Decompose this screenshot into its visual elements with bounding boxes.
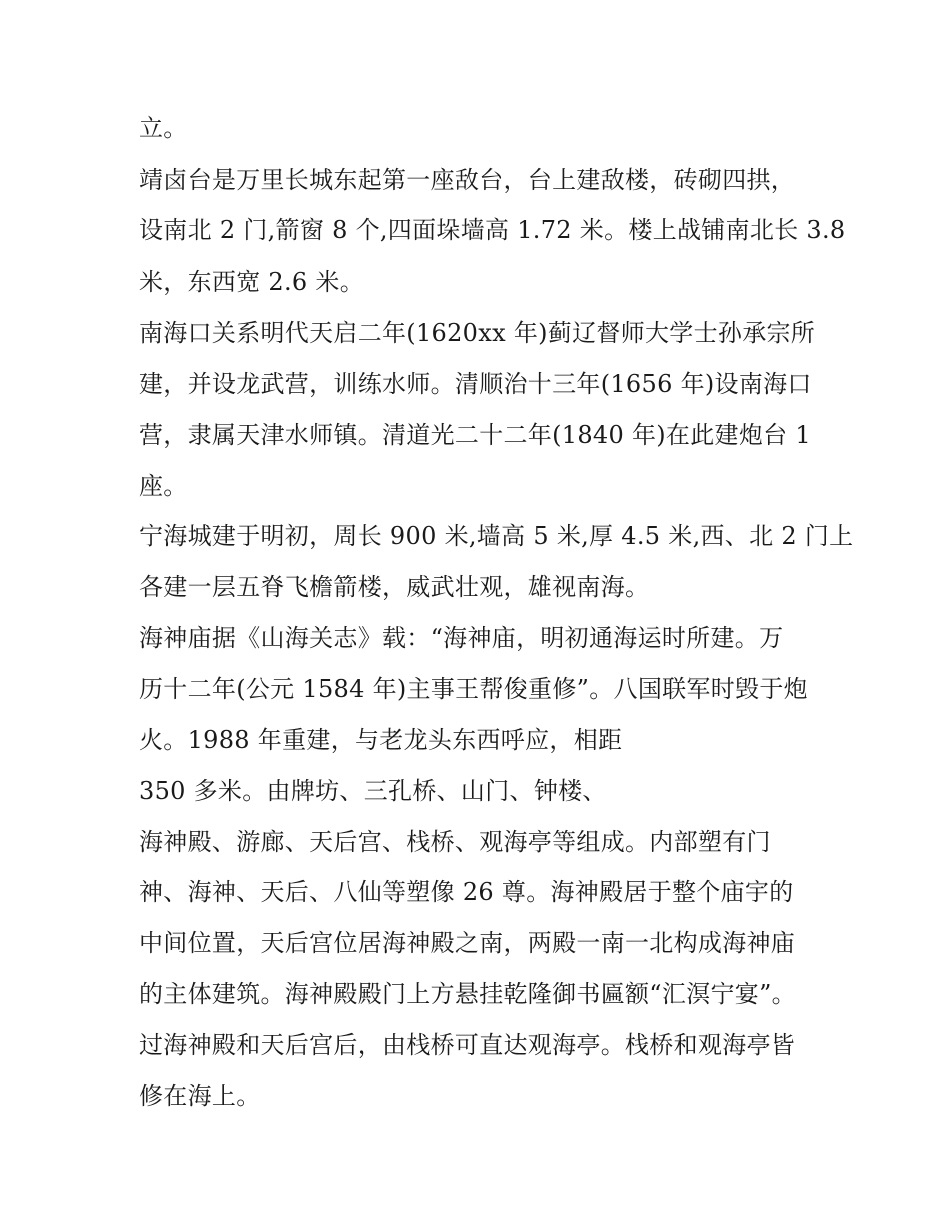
text-line: 营，隶属天津水师镇。清道光二十二年(1840 年)在此建炮台 1: [139, 421, 811, 449]
text-line: 350 多米。由牌坊、三孔桥、山门、钟楼、: [139, 777, 607, 805]
text-line: 过海神殿和天后宫后，由栈桥可直达观海亭。栈桥和观海亭皆: [139, 1031, 796, 1059]
text-line: 立。: [139, 114, 188, 142]
text-line: 海神庙据《山海关志》载：“海神庙，明初通海运时所建。万: [139, 624, 784, 652]
text-line: 米，东西宽 2.6 米。: [139, 268, 365, 296]
text-line: 历十二年(公元 1584 年)主事王帮俊重修”。八国联军时毁于炮: [139, 675, 808, 703]
text-line: 修在海上。: [139, 1082, 261, 1110]
text-line: 中间位置，天后宫位居海神殿之南，两殿一南一北构成海神庙: [139, 929, 796, 957]
text-line: 座。: [139, 472, 188, 500]
text-line: 的主体建筑。海神殿殿门上方悬挂乾隆御书匾额“汇溟宁宴”。: [139, 980, 796, 1008]
text-line: 火。1988 年重建，与老龙头东西呼应，相距: [139, 726, 623, 754]
text-line: 设南北 2 门,箭窗 8 个,四面垛墙高 1.72 米。楼上战铺南北长 3.8: [139, 216, 846, 244]
text-line: 各建一层五脊飞檐箭楼，威武壮观，雄视南海。: [139, 573, 650, 601]
text-line: 建，并设龙武营，训练水师。清顺治十三年(1656 年)设南海口: [139, 370, 812, 398]
text-line: 海神殿、游廊、天后宫、栈桥、观海亭等组成。内部塑有门: [139, 828, 771, 856]
text-line: 靖卤台是万里长城东起第一座敌台，台上建敌楼，砖砌四拱，: [139, 166, 796, 194]
text-line: 宁海城建于明初，周长 900 米,墙高 5 米,厚 4.5 米,西、北 2 门上: [139, 522, 854, 550]
text-line: 南海口关系明代天启二年(1620xx 年)蓟辽督师大学士孙承宗所: [139, 319, 816, 347]
text-line: 神、海神、天后、八仙等塑像 26 尊。海神殿居于整个庙宇的: [139, 878, 794, 906]
